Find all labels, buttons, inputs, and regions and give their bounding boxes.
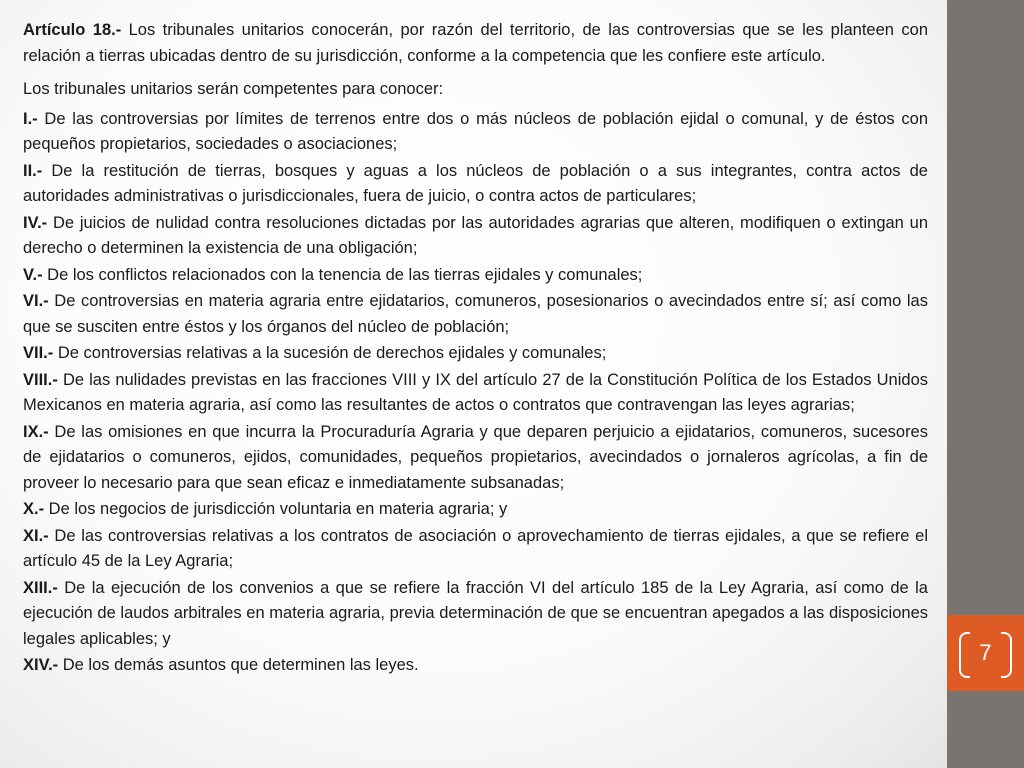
article-content	[23, 18, 928, 680]
page-number-badge	[947, 615, 1024, 691]
fraction-text: De las omisiones en que incurra la Procuraduría Agraria y que deparen perjuicio a ejidatarios, comuneros, sucesores de ejidatarios o comuneros, ejidos, comunidades, pequeños propietarios, avecindados o jornaleros agrícolas, a fin de proveer lo necesario para que sean eficaz e inmediatamente subsanadas;	[23, 422, 928, 492]
fraction-text: De los negocios de jurisdicción voluntaria en materia agraria; y	[44, 500, 508, 518]
article-label: Artículo 18.-	[23, 21, 122, 39]
fraction-item	[23, 368, 928, 419]
fraction-item	[23, 159, 928, 210]
fraction-label: X.-	[23, 500, 45, 518]
fraction-text: De controversias relativas a la sucesión de derechos ejidales y comunales;	[53, 344, 607, 362]
fraction-label: V.-	[23, 265, 43, 284]
fraction-text: De las nulidades previstas en las fracciones VIII y IX del artículo 27 de la Constitución Política de los Estados Unidos Mexicanos en materia agraria, así como las resultantes de actos o contratos que contravengan las leyes agrarias;	[23, 370, 928, 414]
fraction-item	[23, 576, 928, 653]
fraction-label: VII.-	[23, 344, 54, 362]
fraction-text: De las controversias por límites de terrenos entre dos o más núcleos de población ejidal o comunal, y de éstos con pequeños propietarios, sociedades o asociaciones;	[23, 109, 928, 153]
fraction-item	[23, 524, 928, 575]
fraction-text: De las controversias relativas a los contratos de asociación o aprovechamiento de tierras ejidales, a que se refiere el artículo 45 de la Ley Agraria;	[23, 526, 928, 570]
fraction-label: XIV.-	[23, 656, 59, 674]
page-number: 7	[979, 640, 992, 665]
fraction-item	[23, 107, 928, 158]
lead-paragraph: Los tribunales unitarios serán competentes para conocer:	[23, 80, 444, 98]
article-paragraph	[23, 18, 928, 69]
fraction-item	[23, 289, 928, 340]
article-text: Los tribunales unitarios conocerán, por razón del territorio, de las controversias que se les planteen con relación a tierras ubicadas dentro de su jurisdicción, conforme a la competencia que les confiere este artículo.	[23, 21, 928, 65]
fraction-text: De la ejecución de los convenios a que se refiere la fracción VI del artículo 185 de la Ley Agraria, así como de la ejecución de laudos arbitrales en materia agraria, previa determinación de que se encuentran apegados a las disposiciones legales aplicables; y	[23, 578, 928, 648]
fraction-label: VI.-	[23, 292, 49, 310]
fraction-label: XIII.-	[23, 578, 58, 597]
fraction-text: De controversias en materia agraria entre ejidatarios, comuneros, posesionarios o avecindados entre sí; así como las que se susciten entre éstos y los órganos del núcleo de población;	[23, 292, 928, 336]
fraction-item	[23, 420, 928, 497]
fraction-label: I.-	[23, 109, 38, 128]
fraction-item	[23, 497, 928, 523]
fraction-label: II.-	[23, 161, 43, 180]
fraction-text: De la restitución de tierras, bosques y aguas a los núcleos de población o a sus integrantes, contra actos de autoridades administrativas o jurisdiccionales, fuera de juicio, o contra actos de particulares;	[23, 161, 928, 205]
fraction-text: De los demás asuntos que determinen las leyes.	[58, 656, 419, 674]
fraction-text: De juicios de nulidad contra resoluciones dictadas por las autoridades agrarias que alteren, modifiquen o extingan un derecho o determinen la existencia de una obligación;	[23, 213, 928, 257]
fraction-text: De los conflictos relacionados con la tenencia de las tierras ejidales y comunales;	[42, 265, 643, 284]
fraction-item	[23, 653, 928, 679]
fraction-item	[23, 211, 928, 262]
fraction-item	[23, 341, 928, 367]
fraction-label: VIII.-	[23, 370, 58, 389]
fraction-label: IX.-	[23, 422, 49, 441]
fraction-label: IV.-	[23, 213, 48, 232]
fraction-label: XI.-	[23, 526, 49, 545]
fraction-item	[23, 263, 928, 289]
